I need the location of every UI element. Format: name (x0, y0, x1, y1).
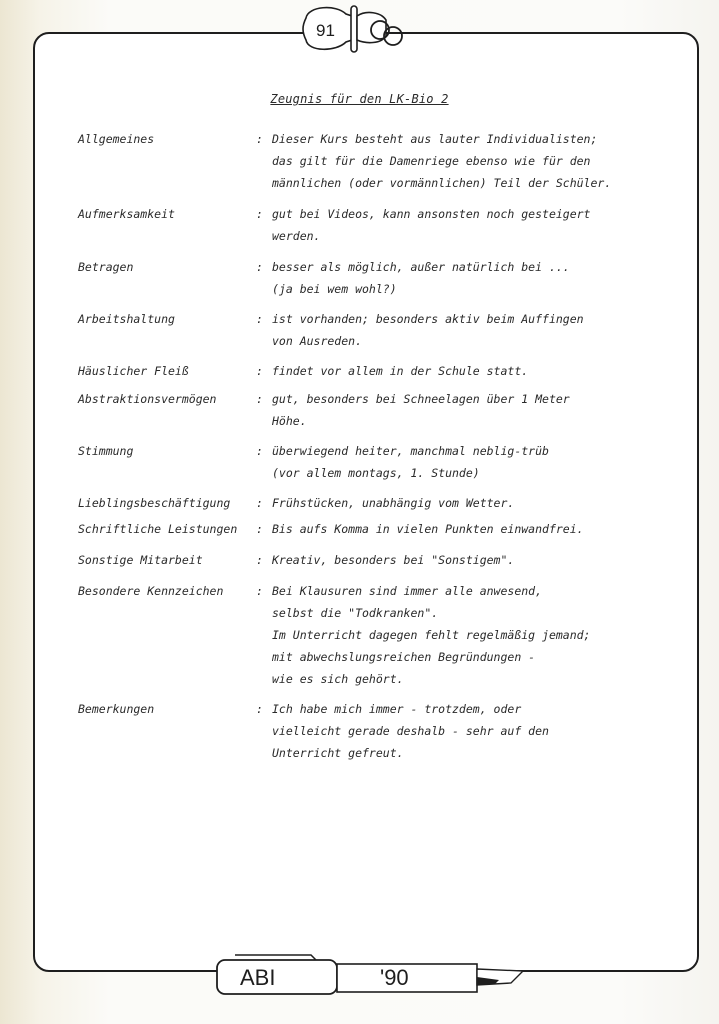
row-value-line: selbst die "Todkranken". (272, 606, 439, 620)
row-value-line: gut bei Videos, kann ansonsten noch gesteigert (272, 207, 591, 221)
row-value (272, 549, 514, 571)
row-label: Sonstige Mitarbeit (78, 553, 203, 567)
row-value-line: überwiegend heiter, manchmal neblig-trüb (272, 444, 549, 458)
row-label: Häuslicher Fleiß (78, 364, 189, 378)
row-label: Arbeitshaltung (78, 312, 175, 326)
row-value-line: (ja bei wem wohl?) (272, 282, 397, 296)
row-value-line: Höhe. (272, 414, 307, 428)
row-value (272, 360, 528, 382)
row-label: Lieblingsbeschäftigung (78, 496, 231, 510)
row-value-line: von Ausreden. (272, 334, 363, 348)
row-value-line: besser als möglich, außer natürlich bei ... (272, 260, 570, 274)
row-separator: : (256, 553, 263, 567)
row-value-line: findet vor allem in der Schule statt. (272, 364, 529, 378)
row-value (272, 580, 591, 690)
row-separator: : (256, 364, 263, 378)
row-value-line: Bei Klausuren sind immer alle anwesend, (272, 584, 543, 598)
row-label: Abstraktionsvermögen (78, 392, 217, 406)
row-separator: : (256, 496, 263, 510)
row-separator: : (256, 260, 263, 274)
row-value (272, 440, 549, 484)
row-value (272, 203, 591, 247)
page-number-ornament-icon (296, 0, 416, 60)
row-label: Stimmung (78, 444, 134, 458)
document-title: Zeugnis für den LK-Bio 2 (270, 92, 449, 106)
row-separator: : (256, 132, 263, 146)
row-value (272, 256, 570, 300)
row-value (272, 518, 584, 540)
row-value (272, 492, 514, 514)
row-value-line: Bis aufs Komma in vielen Punkten einwandfrei. (272, 522, 584, 536)
row-label: Allgemeines (78, 132, 155, 146)
row-value-line: Frühstücken, unabhängig vom Wetter. (272, 496, 515, 510)
row-separator: : (256, 392, 263, 406)
row-value-line: gut, besonders bei Schneelagen über 1 Meter (272, 392, 570, 406)
row-value (272, 698, 549, 764)
row-value-line: das gilt für die Damenriege ebenso wie für den (272, 154, 591, 168)
row-label: Aufmerksamkeit (78, 207, 175, 221)
row-value (272, 128, 611, 194)
row-label: Bemerkungen (78, 702, 155, 716)
row-value-line: Dieser Kurs besteht aus lauter Individualisten; (272, 132, 598, 146)
row-value-line: Kreativ, besonders bei "Sonstigem". (272, 553, 515, 567)
row-value-line: Im Unterricht dagegen fehlt regelmäßig jemand; (272, 628, 591, 642)
row-value-line: mit abwechslungsreichen Begründungen - (272, 650, 536, 664)
row-value-line: Unterricht gefreut. (272, 746, 404, 760)
page-number: 91 (316, 21, 335, 40)
row-label: Betragen (78, 260, 134, 274)
row-separator: : (256, 702, 263, 716)
row-separator: : (256, 444, 263, 458)
row-value (272, 388, 570, 432)
footer-year-label: '90 (380, 965, 409, 990)
row-separator: : (256, 207, 263, 221)
row-value (272, 308, 584, 352)
row-value-line: werden. (272, 229, 321, 243)
row-value-line: (vor allem montags, 1. Stunde) (272, 466, 480, 480)
pen-footer-icon (205, 945, 535, 1005)
footer-abi-label: ABI (240, 965, 276, 990)
row-label: Schriftliche Leistungen (78, 522, 238, 536)
row-value-line: Ich habe mich immer - trotzdem, oder (272, 702, 522, 716)
row-value-line: vielleicht gerade deshalb - sehr auf den (272, 724, 549, 738)
row-separator: : (256, 584, 263, 598)
row-value-line: männlichen (oder vormännlichen) Teil der Schüler. (272, 176, 612, 190)
row-value-line: wie es sich gehört. (272, 672, 404, 686)
row-separator: : (256, 312, 263, 326)
row-label: Besondere Kennzeichen (78, 584, 224, 598)
row-value-line: ist vorhanden; besonders aktiv beim Auffingen (272, 312, 584, 326)
row-separator: : (256, 522, 263, 536)
